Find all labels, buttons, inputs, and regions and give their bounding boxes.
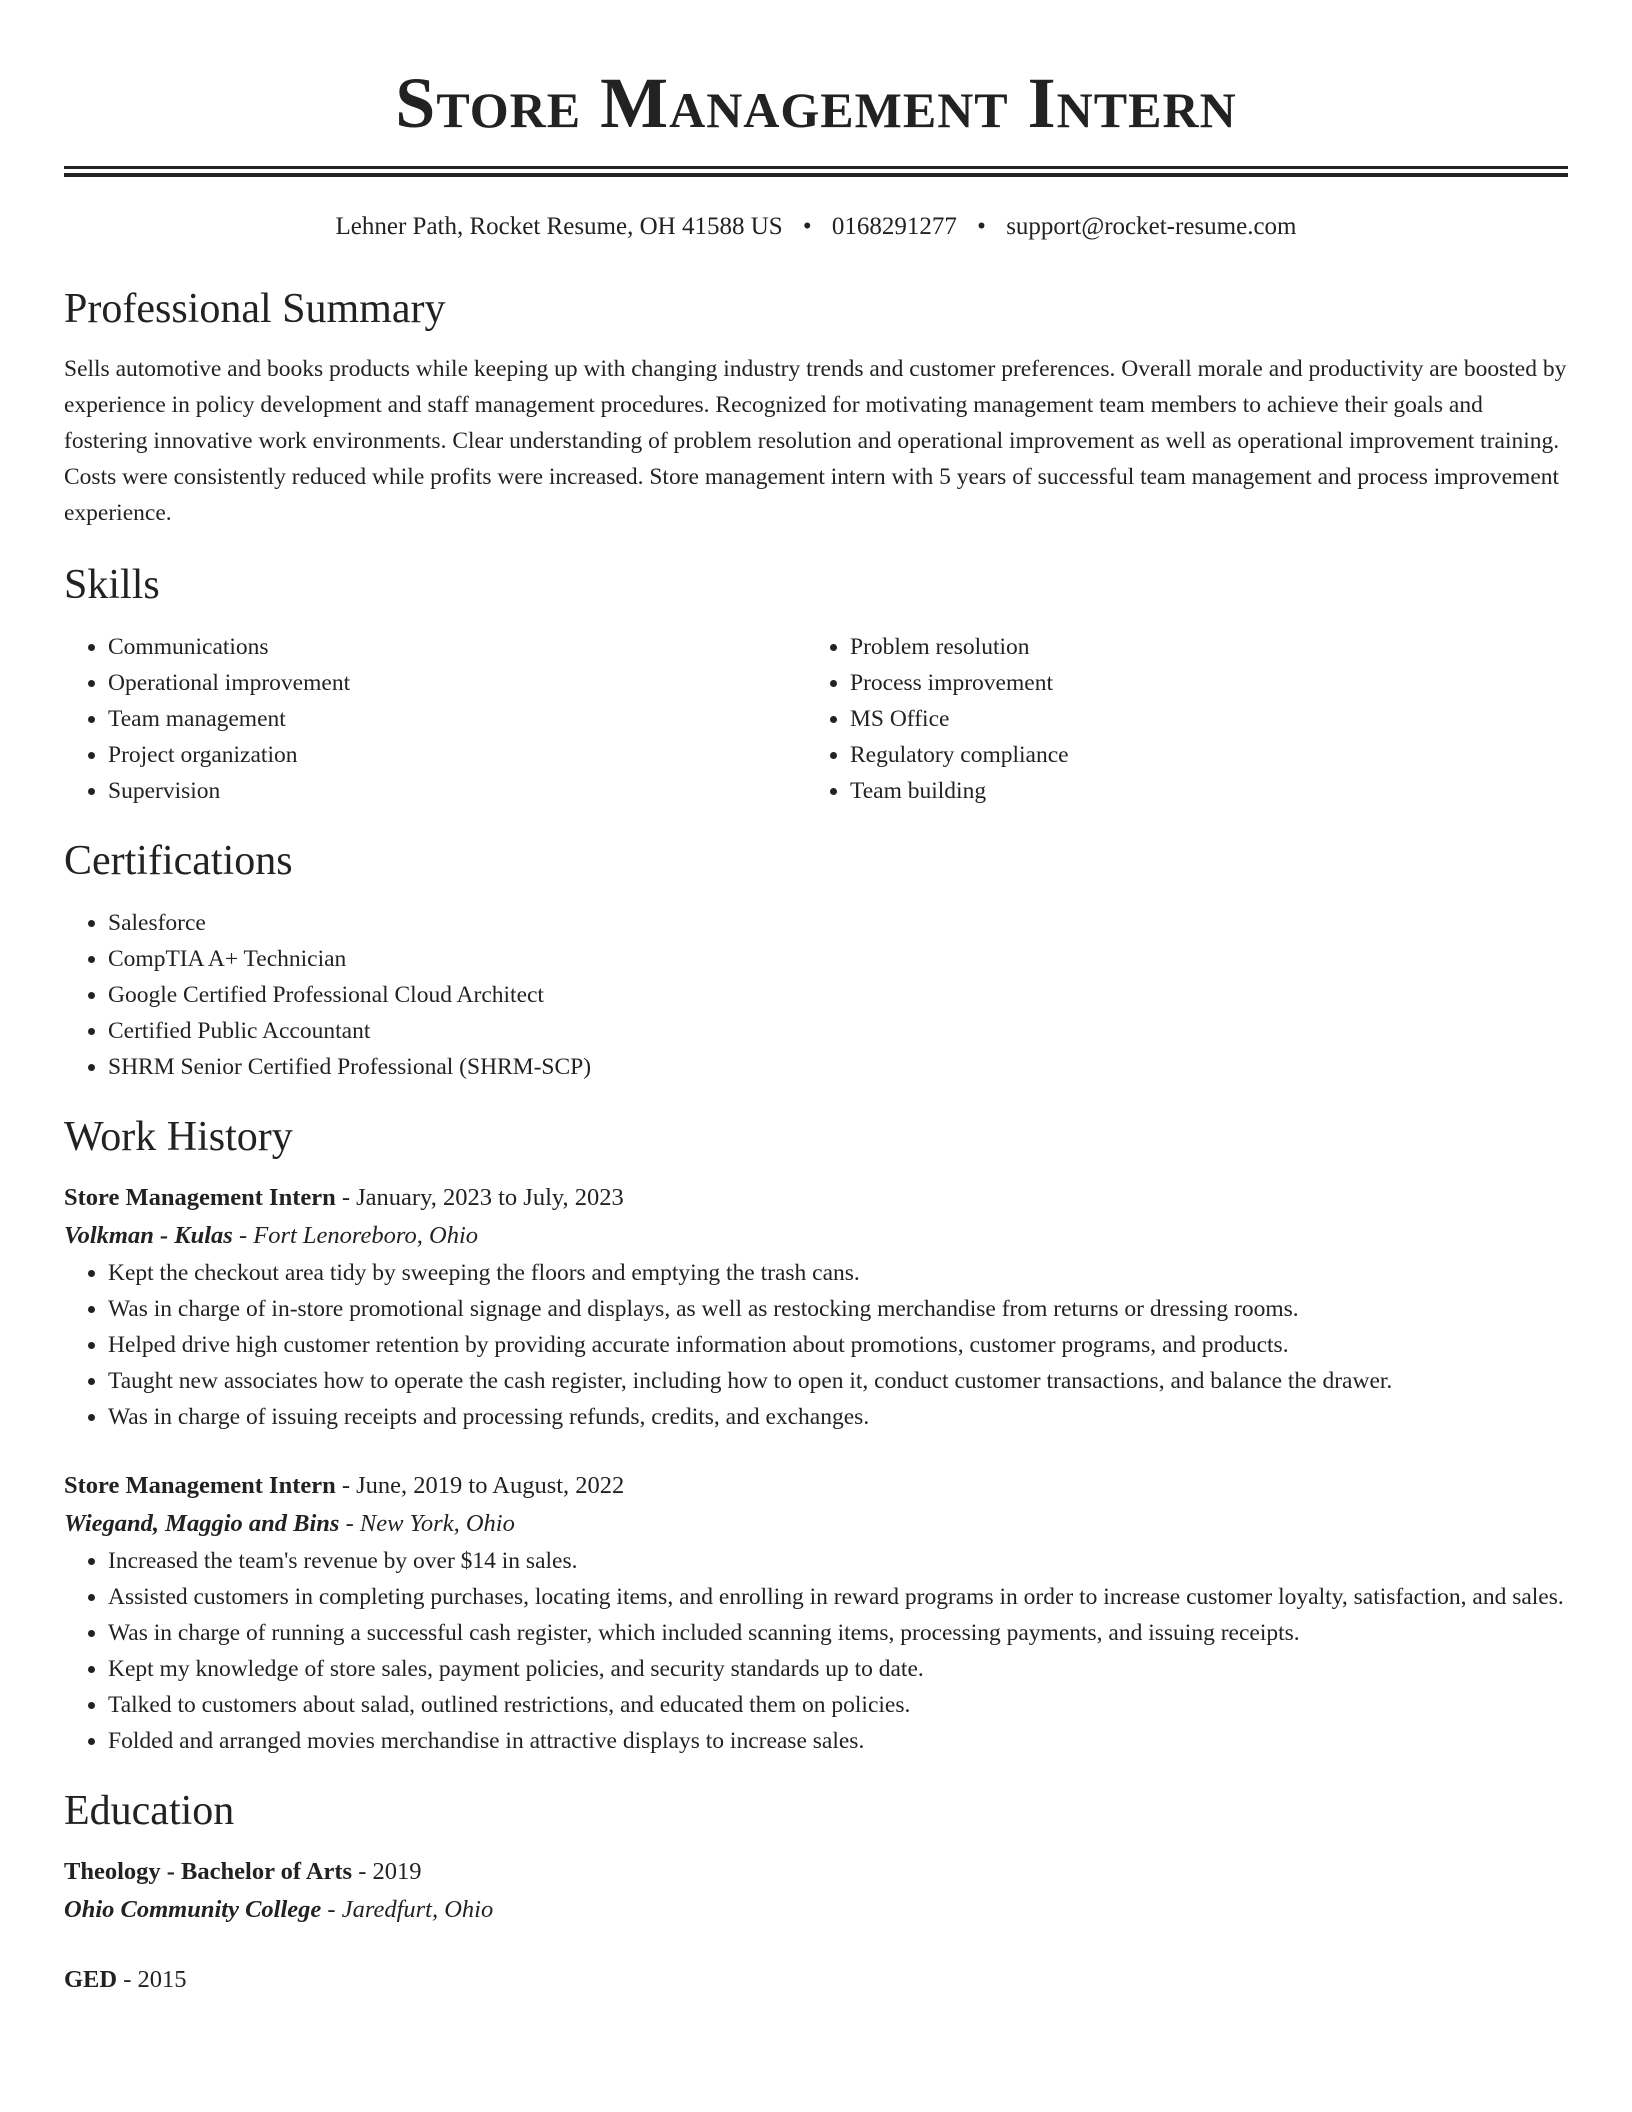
education-degree: Theology - Bachelor of Arts xyxy=(64,1858,353,1885)
education-year: - 2015 xyxy=(117,1966,187,1993)
skill-item: • Team management xyxy=(108,701,806,737)
education-school-line xyxy=(64,1891,1568,1929)
job-bullet: • Helped drive high customer retention by providing accurate information about promotions, customer programs, and products. xyxy=(108,1327,1568,1363)
education-degree-line xyxy=(64,1961,1568,1999)
education-degree: GED xyxy=(64,1966,118,1993)
job-entry xyxy=(64,1467,1568,1759)
job-bullet: • Taught new associates how to operate the cash register, including how to open it, conduct customer transactions, and balance the drawer. xyxy=(108,1363,1568,1399)
job-bullet: • Kept the checkout area tidy by sweeping the floors and emptying the trash cans. xyxy=(108,1255,1568,1291)
certifications-heading: Certifications xyxy=(64,838,293,884)
skill-item: • Problem resolution xyxy=(850,629,1548,665)
contact-line xyxy=(64,211,1568,243)
certification-item: • Google Certified Professional Cloud Architect xyxy=(108,977,1568,1013)
job-title: Store Management Intern xyxy=(64,1472,336,1499)
summary-heading: Professional Summary xyxy=(64,286,446,332)
skills-list xyxy=(64,629,1568,809)
skills-heading: Skills xyxy=(64,562,160,608)
education-heading: Education xyxy=(64,1788,235,1834)
job-company: Wiegand, Maggio and Bins xyxy=(64,1510,340,1537)
job-title-line xyxy=(64,1467,1568,1505)
job-company: Volkman - Kulas xyxy=(64,1222,233,1249)
job-dates: - January, 2023 to July, 2023 xyxy=(335,1184,624,1211)
job-dates: - June, 2019 to August, 2022 xyxy=(335,1472,625,1499)
contact-address: Lehner Path, Rocket Resume, OH 41588 US xyxy=(335,213,783,240)
skill-item: • Project organization xyxy=(108,737,806,773)
education-entry xyxy=(64,1853,1568,1929)
certification-item: • Salesforce xyxy=(108,905,1568,941)
job-title-line xyxy=(64,1179,1568,1217)
job-bullet: • Assisted customers in completing purchases, locating items, and enrolling in reward programs in order to increase customer loyalty, satisfaction, and sales. xyxy=(108,1579,1568,1615)
education-degree-line xyxy=(64,1853,1568,1891)
contact-separator: • xyxy=(977,213,986,240)
education-entry xyxy=(64,1961,1568,1999)
education-school: Ohio Community College xyxy=(64,1896,322,1923)
job-bullet: • Increased the team's revenue by over $14 in sales. xyxy=(108,1543,1568,1579)
job-bullet: • Kept my knowledge of store sales, payment policies, and security standards up to date. xyxy=(108,1651,1568,1687)
job-bullet: • Talked to customers about salad, outlined restrictions, and educated them on policies. xyxy=(108,1687,1568,1723)
skill-item: • Supervision xyxy=(108,773,806,809)
summary-text: Sells automotive and books products while keeping up with changing industry trends and customer preferences. Overall morale and productivity are boosted by experience in policy development and staff management procedures. Recognized for motivating management team members to achieve their goals and fostering innovative work environments. Clear understanding of problem resolution and operational improvement as well as operational improvement training. Costs were consistently reduced while profits were increased. Store management intern with 5 years of successful team management and process improvement experience. xyxy=(64,356,1567,526)
skill-item: • Process improvement xyxy=(850,665,1548,701)
certifications-list xyxy=(64,905,1568,1085)
skill-item: • Operational improvement xyxy=(108,665,806,701)
certification-item: • SHRM Senior Certified Professional (SHRM-SCP) xyxy=(108,1049,1568,1085)
job-bullets xyxy=(64,1543,1568,1759)
job-bullet: • Was in charge of issuing receipts and processing refunds, credits, and exchanges. xyxy=(108,1399,1568,1435)
skills-column-right xyxy=(806,629,1548,809)
job-title: Store Management Intern xyxy=(64,1184,336,1211)
job-bullets xyxy=(64,1255,1568,1435)
skill-item: • Team building xyxy=(850,773,1548,809)
resume-name: Store Management Intern xyxy=(395,63,1237,143)
job-location: - New York, Ohio xyxy=(339,1510,515,1537)
job-bullet: • Was in charge of in-store promotional signage and displays, as well as restocking merchandise from returns or dressing rooms. xyxy=(108,1291,1568,1327)
skill-item: • Regulatory compliance xyxy=(850,737,1548,773)
job-company-line xyxy=(64,1505,1568,1543)
job-bullet: • Folded and arranged movies merchandise in attractive displays to increase sales. xyxy=(108,1723,1568,1759)
contact-phone: 0168291277 xyxy=(831,213,957,240)
work-history-heading: Work History xyxy=(64,1114,293,1160)
job-company-line xyxy=(64,1217,1568,1255)
job-bullet: • Was in charge of running a successful cash register, which included scanning items, processing payments, and issuing receipts. xyxy=(108,1615,1568,1651)
contact-email: support@rocket-resume.com xyxy=(1006,213,1297,240)
contact-separator: • xyxy=(802,213,812,240)
header-divider xyxy=(64,166,1568,177)
skill-item: • Communications xyxy=(108,629,806,665)
skill-item: • MS Office xyxy=(850,701,1548,737)
job-entry xyxy=(64,1179,1568,1435)
job-location: - Fort Lenoreboro, Ohio xyxy=(232,1222,479,1249)
education-location: - Jaredfurt, Ohio xyxy=(321,1896,494,1923)
certification-item: • CompTIA A+ Technician xyxy=(108,941,1568,977)
skills-column-left xyxy=(64,629,806,809)
education-year: - 2019 xyxy=(352,1858,422,1885)
certification-item: • Certified Public Accountant xyxy=(108,1013,1568,1049)
